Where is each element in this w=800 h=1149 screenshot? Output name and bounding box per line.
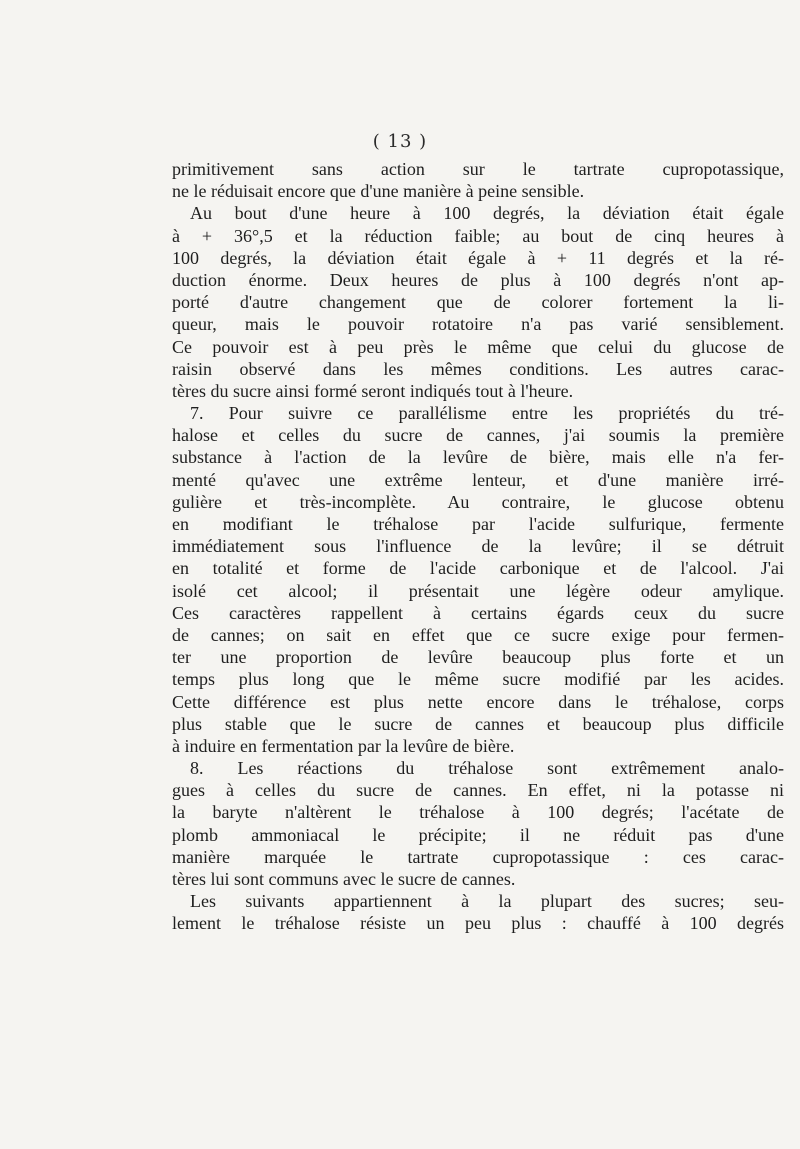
text-line: 7. Pour suivre ce parallélisme entre les propriétés du tré- [190,403,784,424]
text-line: en modifiant le tréhalose par l'acide sulfurique, fermente [172,514,784,534]
text-line: immédiatement sous l'influence de la levûre; il se détruit [172,536,784,557]
text-line: ter une proportion de levûre beaucoup plus forte et un [172,647,784,668]
text-line: Ce pouvoir est à peu près le même que celui du glucose de [172,336,784,357]
text-line: halose et celles du sucre de cannes, j'ai soumis la première [172,425,784,446]
text-line: 8. Les réactions du tréhalose sont extrêmement analo- [190,758,784,779]
text-line: gues à celles du sucre de cannes. En effet, ni la potasse ni [172,780,784,801]
text-line: manière marquée le tartrate cupropotassique : ces carac- [172,846,784,867]
text-line: tères du sucre ainsi formé seront indiqués tout à l'heure. [172,380,574,401]
text-line: plomb ammoniacal le précipite; il ne réduit pas d'une [172,824,784,845]
text-line: duction énorme. Deux heures de plus à 100 degrés n'ont ap- [172,269,784,290]
page-number: ( 13 ) [372,131,428,152]
text-line: plus stable que le sucre de cannes et beaucoup plus difficile [172,713,784,734]
text-line: Les suivants appartiennent à la plupart des sucres; seu- [190,891,784,912]
text-line: de cannes; on sait en effet que ce sucre exige pour fermen- [172,624,784,645]
text-line: Ces caractères rappellent à certains égards ceux du sucre [172,602,784,623]
text-line: ne le réduisait encore que d'une manière à peine sensible. [172,181,585,202]
text-line: à induire en fermentation par la levûre de bière. [172,735,515,756]
text-line: 100 degrés, la déviation était égale à + 11 degrés et la ré- [172,247,784,268]
body-text [172,158,784,935]
text-line: tères lui sont communs avec le sucre de cannes. [172,869,516,889]
text-line: queur, mais le pouvoir rotatoire n'a pas varié sensiblement. [172,314,784,335]
text-line: temps plus long que le même sucre modifié par les acides. [172,669,784,690]
text-line: gulière et très-incomplète. Au contraire, le glucose obtenu [172,491,784,512]
text-line: substance à l'action de la levûre de bière, mais elle n'a fer- [172,447,784,468]
text-line: Cette différence est plus nette encore dans le tréhalose, corps [172,691,784,712]
text-line: Au bout d'une heure à 100 degrés, la déviation était égale [190,203,784,224]
text-line: raisin observé dans les mêmes conditions. Les autres carac- [172,358,784,379]
text-line: à + 36°,5 et la réduction faible; au bout de cinq heures à [172,225,784,246]
text-line: menté qu'avec une extrême lenteur, et d'une manière irré- [172,469,784,490]
text-line: primitivement sans action sur le tartrate cupropotassique, [172,159,784,179]
text-line: en totalité et forme de l'acide carbonique et de l'alcool. J'ai [172,558,784,579]
text-line: lement le tréhalose résiste un peu plus : chauffé à 100 degrés [172,913,784,934]
text-line: isolé cet alcool; il présentait une légère odeur amylique. [172,580,784,601]
text-line: la baryte n'altèrent le tréhalose à 100 degrés; l'acétate de [172,802,784,823]
text-line: porté d'autre changement que de colorer fortement la li- [172,292,784,313]
